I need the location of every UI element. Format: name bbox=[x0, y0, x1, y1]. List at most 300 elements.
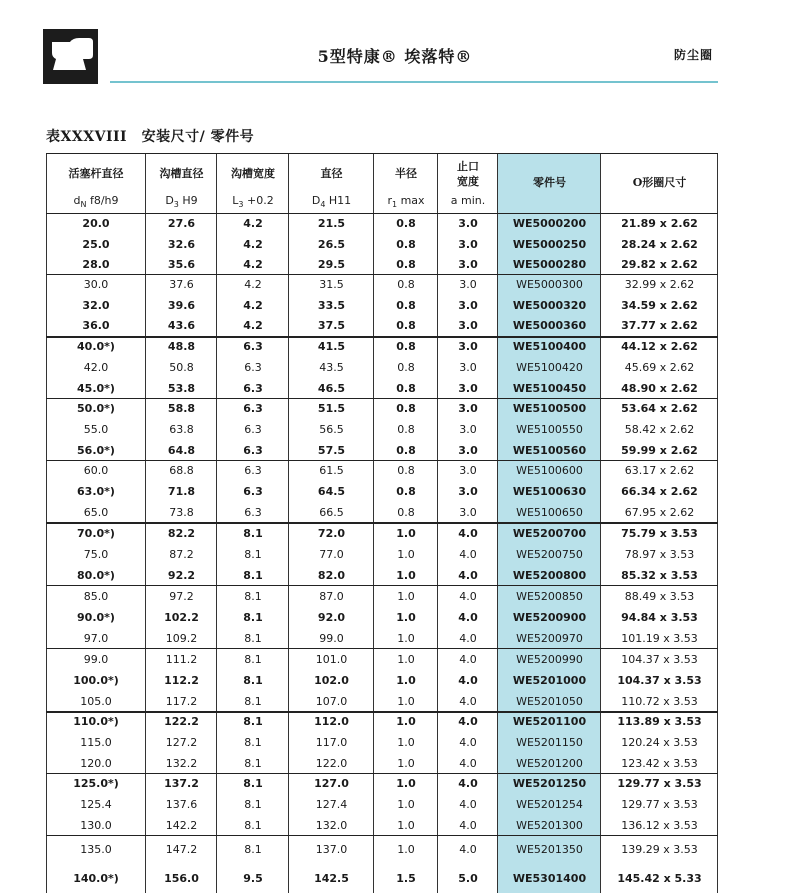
column-unit bbox=[146, 194, 217, 208]
cell-groove-width: 8.1 bbox=[244, 653, 262, 666]
unit-index: 4 bbox=[320, 200, 326, 210]
column-header: O形圈尺寸 bbox=[632, 176, 687, 189]
cell-o-ring-size: 34.59 x 2.62 bbox=[621, 299, 698, 312]
cell-o-ring-size: 44.12 x 2.62 bbox=[621, 340, 698, 353]
cell-o-ring-size: 78.97 x 3.53 bbox=[624, 548, 695, 561]
cell-lip-width: 3.0 bbox=[458, 485, 478, 498]
unit-symbol: L bbox=[232, 194, 239, 207]
column-unit bbox=[289, 194, 374, 208]
cell-part-number: WE5100600 bbox=[516, 464, 583, 477]
cell-o-ring-size: 67.95 x 2.62 bbox=[624, 506, 695, 519]
table-rule bbox=[46, 153, 718, 154]
cell-diameter: 101.0 bbox=[315, 653, 348, 666]
cell-groove-width: 8.1 bbox=[244, 798, 262, 811]
cell-o-ring-size: 104.37 x 3.53 bbox=[621, 653, 698, 666]
cell-radius: 1.0 bbox=[397, 632, 415, 645]
cell-rod-diameter: 100.0*) bbox=[73, 674, 119, 687]
column-unit bbox=[374, 194, 438, 208]
cell-groove-diameter: 71.8 bbox=[167, 485, 196, 498]
cell-rod-diameter: 135.0 bbox=[80, 843, 112, 856]
cell-groove-width: 8.1 bbox=[244, 736, 262, 749]
cell-radius: 1.0 bbox=[397, 695, 415, 708]
unit-text: f8/h9 bbox=[86, 194, 119, 207]
cell-rod-diameter: 99.0 bbox=[83, 653, 109, 666]
cell-rod-diameter: 97.0 bbox=[83, 632, 109, 645]
cell-radius: 1.0 bbox=[396, 527, 416, 540]
cell-o-ring-size: 63.17 x 2.62 bbox=[624, 464, 695, 477]
cell-groove-width: 8.1 bbox=[244, 695, 262, 708]
cell-part-number: WE5100500 bbox=[512, 402, 587, 415]
cell-diameter: 33.5 bbox=[317, 299, 346, 312]
cell-groove-diameter: 87.2 bbox=[169, 548, 194, 561]
cell-radius: 1.5 bbox=[396, 872, 416, 885]
cell-o-ring-size: 66.34 x 2.62 bbox=[621, 485, 698, 498]
cell-radius: 0.8 bbox=[396, 299, 416, 312]
cell-groove-diameter: 122.2 bbox=[164, 715, 199, 728]
cell-lip-width: 3.0 bbox=[459, 278, 477, 291]
cell-groove-diameter: 142.2 bbox=[165, 819, 198, 832]
cell-o-ring-size: 75.79 x 3.53 bbox=[621, 527, 698, 540]
cell-groove-width: 8.1 bbox=[244, 632, 262, 645]
cell-rod-diameter: 28.0 bbox=[82, 258, 110, 271]
cell-radius: 1.0 bbox=[397, 819, 415, 832]
cell-groove-width: 8.1 bbox=[243, 527, 263, 540]
cell-diameter: 77.0 bbox=[319, 548, 344, 561]
cell-rod-diameter: 110.0*) bbox=[73, 715, 119, 728]
cell-lip-width: 3.0 bbox=[458, 258, 478, 271]
cell-radius: 0.8 bbox=[397, 361, 415, 374]
cell-diameter: 64.5 bbox=[317, 485, 346, 498]
cell-part-number: WE5301400 bbox=[512, 872, 587, 885]
cell-o-ring-size: 110.72 x 3.53 bbox=[621, 695, 698, 708]
cell-part-number: WE5200900 bbox=[512, 611, 587, 624]
cell-diameter: 102.0 bbox=[314, 674, 349, 687]
cell-rod-diameter: 32.0 bbox=[82, 299, 110, 312]
cell-o-ring-size: 37.77 x 2.62 bbox=[621, 319, 698, 332]
cell-lip-width: 3.0 bbox=[459, 361, 477, 374]
header-rule bbox=[110, 81, 718, 83]
unit-symbol: r bbox=[387, 194, 392, 207]
cell-lip-width: 3.0 bbox=[458, 340, 478, 353]
cell-lip-width: 3.0 bbox=[458, 238, 478, 251]
unit-symbol: D bbox=[165, 194, 174, 207]
cell-diameter: 56.5 bbox=[319, 423, 344, 436]
cell-groove-diameter: 137.6 bbox=[165, 798, 198, 811]
cell-groove-width: 6.3 bbox=[244, 464, 262, 477]
unit-index: N bbox=[80, 200, 87, 210]
column-header: 沟槽宽度 bbox=[231, 167, 275, 180]
cell-groove-diameter: 132.2 bbox=[165, 757, 198, 770]
cell-rod-diameter: 42.0 bbox=[83, 361, 109, 374]
cell-lip-width: 4.0 bbox=[459, 757, 477, 770]
cell-groove-width: 6.3 bbox=[243, 444, 263, 457]
cell-groove-width: 6.3 bbox=[243, 382, 263, 395]
document-title: 5型特康® 埃落特® bbox=[317, 47, 473, 66]
unit-text: a min. bbox=[450, 194, 486, 207]
cell-part-number: WE5000200 bbox=[512, 217, 587, 230]
cell-radius: 0.8 bbox=[396, 258, 416, 271]
cell-radius: 1.0 bbox=[397, 590, 415, 603]
cell-radius: 0.8 bbox=[397, 423, 415, 436]
cell-o-ring-size: 21.89 x 2.62 bbox=[621, 217, 698, 230]
cell-groove-diameter: 82.2 bbox=[167, 527, 196, 540]
cell-lip-width: 4.0 bbox=[459, 653, 477, 666]
cell-groove-width: 8.1 bbox=[244, 819, 262, 832]
cell-part-number: WE5200850 bbox=[516, 590, 583, 603]
cell-groove-width: 6.3 bbox=[244, 423, 262, 436]
column-unit bbox=[438, 194, 498, 208]
cell-part-number: WE5100450 bbox=[512, 382, 587, 395]
cell-groove-width: 9.5 bbox=[243, 872, 263, 885]
unit-index: 1 bbox=[391, 200, 398, 210]
cell-part-number: WE5100400 bbox=[512, 340, 587, 353]
cell-groove-width: 4.2 bbox=[243, 238, 263, 251]
cell-part-number: WE5201150 bbox=[516, 736, 583, 749]
cell-groove-width: 8.1 bbox=[244, 590, 262, 603]
cell-part-number: WE5100560 bbox=[512, 444, 587, 457]
cell-diameter: 43.5 bbox=[319, 361, 344, 374]
cell-groove-diameter: 137.2 bbox=[164, 777, 199, 790]
cell-o-ring-size: 120.24 x 3.53 bbox=[621, 736, 698, 749]
cell-radius: 1.0 bbox=[396, 611, 416, 624]
cell-part-number: WE5200800 bbox=[512, 569, 587, 582]
cell-groove-diameter: 73.8 bbox=[169, 506, 194, 519]
cell-part-number: WE5201250 bbox=[512, 777, 587, 790]
cell-groove-diameter: 32.6 bbox=[167, 238, 196, 251]
cell-rod-diameter: 70.0*) bbox=[77, 527, 115, 540]
cell-groove-width: 6.3 bbox=[243, 402, 263, 415]
unit-index: 3 bbox=[238, 200, 244, 210]
table-rule bbox=[46, 213, 718, 214]
cell-lip-width: 4.0 bbox=[458, 715, 478, 728]
cell-groove-diameter: 64.8 bbox=[167, 444, 196, 457]
cell-lip-width: 4.0 bbox=[459, 590, 477, 603]
cell-rod-diameter: 80.0*) bbox=[77, 569, 115, 582]
cell-radius: 0.8 bbox=[396, 217, 416, 230]
cell-groove-diameter: 50.8 bbox=[169, 361, 194, 374]
cell-o-ring-size: 32.99 x 2.62 bbox=[624, 278, 695, 291]
cell-o-ring-size: 58.42 x 2.62 bbox=[624, 423, 695, 436]
cell-lip-width: 4.0 bbox=[458, 674, 478, 687]
cell-diameter: 127.4 bbox=[315, 798, 348, 811]
unit-index: 3 bbox=[173, 200, 179, 210]
cell-rod-diameter: 55.0 bbox=[83, 423, 109, 436]
cell-radius: 0.8 bbox=[396, 444, 416, 457]
cell-o-ring-size: 113.89 x 3.53 bbox=[617, 715, 702, 728]
column-header: 零件号 bbox=[533, 176, 566, 189]
cell-o-ring-size: 28.24 x 2.62 bbox=[621, 238, 698, 251]
cell-groove-diameter: 102.2 bbox=[164, 611, 199, 624]
cell-lip-width: 4.0 bbox=[459, 548, 477, 561]
column-unit bbox=[217, 194, 289, 208]
cell-part-number: WE5000280 bbox=[512, 258, 587, 271]
cell-rod-diameter: 115.0 bbox=[80, 736, 112, 749]
cell-groove-diameter: 112.2 bbox=[164, 674, 199, 687]
cell-lip-width: 4.0 bbox=[458, 777, 478, 790]
column-header: 活塞杆直径 bbox=[68, 167, 124, 180]
cell-rod-diameter: 85.0 bbox=[83, 590, 109, 603]
cell-groove-diameter: 68.8 bbox=[169, 464, 194, 477]
table-rule bbox=[46, 336, 718, 338]
cell-radius: 0.8 bbox=[397, 464, 415, 477]
cell-rod-diameter: 90.0*) bbox=[77, 611, 115, 624]
installation-dimensions-table bbox=[46, 153, 718, 893]
cell-radius: 0.8 bbox=[396, 238, 416, 251]
cell-radius: 0.8 bbox=[396, 319, 416, 332]
cell-groove-diameter: 109.2 bbox=[165, 632, 198, 645]
cell-groove-width: 4.2 bbox=[243, 258, 263, 271]
table-rule bbox=[46, 835, 718, 836]
column-header: 直径 bbox=[320, 167, 343, 180]
cell-lip-width: 3.0 bbox=[458, 444, 478, 457]
cell-rod-diameter: 125.4 bbox=[80, 798, 112, 811]
cell-part-number: WE5201050 bbox=[516, 695, 583, 708]
cell-o-ring-size: 45.69 x 2.62 bbox=[624, 361, 695, 374]
cell-radius: 1.0 bbox=[397, 798, 415, 811]
cell-radius: 0.8 bbox=[396, 382, 416, 395]
cell-o-ring-size: 59.99 x 2.62 bbox=[621, 444, 698, 457]
cell-diameter: 61.5 bbox=[319, 464, 344, 477]
cell-groove-diameter: 27.6 bbox=[167, 217, 196, 230]
cell-lip-width: 4.0 bbox=[459, 736, 477, 749]
cell-o-ring-size: 29.82 x 2.62 bbox=[621, 258, 698, 271]
table-rule bbox=[46, 585, 718, 586]
cell-radius: 1.0 bbox=[396, 715, 416, 728]
cell-radius: 0.8 bbox=[396, 485, 416, 498]
unit-symbol: d bbox=[73, 194, 81, 207]
cell-diameter: 57.5 bbox=[317, 444, 346, 457]
cell-part-number: WE5100550 bbox=[516, 423, 583, 436]
cell-diameter: 46.5 bbox=[317, 382, 346, 395]
cell-groove-width: 4.2 bbox=[243, 299, 263, 312]
cell-lip-width: 3.0 bbox=[459, 464, 477, 477]
cell-groove-diameter: 37.6 bbox=[169, 278, 194, 291]
table-title: 表XXXVIII 安装尺寸/ 零件号 bbox=[46, 129, 255, 145]
cell-o-ring-size: 53.64 x 2.62 bbox=[621, 402, 698, 415]
cell-diameter: 66.5 bbox=[319, 506, 344, 519]
cell-groove-diameter: 92.2 bbox=[167, 569, 196, 582]
cell-groove-width: 8.1 bbox=[243, 777, 263, 790]
cell-groove-width: 4.2 bbox=[244, 278, 262, 291]
cell-rod-diameter: 20.0 bbox=[82, 217, 110, 230]
cell-diameter: 87.0 bbox=[319, 590, 344, 603]
cell-part-number: WE5200700 bbox=[512, 527, 587, 540]
cell-o-ring-size: 145.42 x 5.33 bbox=[617, 872, 702, 885]
cell-groove-width: 6.3 bbox=[244, 361, 262, 374]
cell-lip-width: 4.0 bbox=[459, 632, 477, 645]
cell-rod-diameter: 40.0*) bbox=[77, 340, 115, 353]
table-rule bbox=[46, 711, 718, 713]
table-rule bbox=[46, 274, 718, 275]
cell-lip-width: 3.0 bbox=[458, 319, 478, 332]
cell-diameter: 117.0 bbox=[315, 736, 348, 749]
cell-diameter: 137.0 bbox=[315, 843, 348, 856]
cell-o-ring-size: 129.77 x 3.53 bbox=[621, 798, 698, 811]
cell-part-number: WE5200750 bbox=[516, 548, 583, 561]
cell-diameter: 26.5 bbox=[317, 238, 346, 251]
cell-diameter: 29.5 bbox=[317, 258, 346, 271]
table-rule bbox=[46, 398, 718, 399]
cell-part-number: WE5200970 bbox=[516, 632, 583, 645]
cell-radius: 1.0 bbox=[397, 736, 415, 749]
cell-groove-width: 8.1 bbox=[244, 843, 262, 856]
cell-rod-diameter: 130.0 bbox=[80, 819, 112, 832]
cell-rod-diameter: 125.0*) bbox=[73, 777, 119, 790]
cell-groove-diameter: 111.2 bbox=[165, 653, 198, 666]
cell-groove-width: 8.1 bbox=[243, 611, 263, 624]
cell-rod-diameter: 140.0*) bbox=[73, 872, 119, 885]
cell-part-number: WE5201300 bbox=[516, 819, 583, 832]
cell-groove-width: 4.2 bbox=[243, 217, 263, 230]
cell-diameter: 72.0 bbox=[317, 527, 346, 540]
cell-groove-diameter: 63.8 bbox=[169, 423, 194, 436]
cell-o-ring-size: 101.19 x 3.53 bbox=[621, 632, 698, 645]
cell-o-ring-size: 94.84 x 3.53 bbox=[621, 611, 698, 624]
cell-part-number: WE5100650 bbox=[516, 506, 583, 519]
cell-radius: 0.8 bbox=[396, 402, 416, 415]
cell-o-ring-size: 136.12 x 3.53 bbox=[621, 819, 698, 832]
unit-symbol: D bbox=[311, 194, 321, 207]
cell-radius: 1.0 bbox=[397, 548, 415, 561]
cell-groove-width: 8.1 bbox=[243, 569, 263, 582]
column-header: 止口宽度 bbox=[457, 160, 479, 188]
cell-part-number: WE5201100 bbox=[512, 715, 587, 728]
cell-diameter: 82.0 bbox=[317, 569, 346, 582]
cell-part-number: WE5201200 bbox=[516, 757, 583, 770]
cell-diameter: 142.5 bbox=[314, 872, 349, 885]
cell-part-number: WE5000300 bbox=[516, 278, 583, 291]
section-label: 防尘圈 bbox=[674, 48, 714, 62]
cell-diameter: 92.0 bbox=[317, 611, 346, 624]
cell-o-ring-size: 123.42 x 3.53 bbox=[621, 757, 698, 770]
cell-diameter: 122.0 bbox=[315, 757, 348, 770]
table-rule bbox=[46, 648, 718, 649]
cell-radius: 1.0 bbox=[397, 843, 415, 856]
table-rule bbox=[46, 522, 718, 524]
table-rule bbox=[46, 773, 718, 774]
cell-o-ring-size: 85.32 x 3.53 bbox=[621, 569, 698, 582]
cell-rod-diameter: 36.0 bbox=[82, 319, 110, 332]
cell-o-ring-size: 129.77 x 3.53 bbox=[617, 777, 702, 790]
cell-lip-width: 3.0 bbox=[458, 217, 478, 230]
cell-rod-diameter: 105.0 bbox=[80, 695, 112, 708]
cell-rod-diameter: 45.0*) bbox=[77, 382, 115, 395]
cell-part-number: WE5000250 bbox=[512, 238, 587, 251]
cell-groove-diameter: 147.2 bbox=[165, 843, 198, 856]
cell-radius: 1.0 bbox=[397, 653, 415, 666]
cell-diameter: 107.0 bbox=[315, 695, 348, 708]
cell-diameter: 21.5 bbox=[317, 217, 346, 230]
cell-groove-width: 6.3 bbox=[244, 506, 262, 519]
unit-text: H9 bbox=[178, 194, 198, 207]
cell-rod-diameter: 25.0 bbox=[82, 238, 110, 251]
table-rule bbox=[46, 460, 718, 461]
cell-rod-diameter: 120.0 bbox=[80, 757, 112, 770]
cell-groove-diameter: 48.8 bbox=[167, 340, 196, 353]
cell-groove-diameter: 127.2 bbox=[165, 736, 198, 749]
cell-lip-width: 3.0 bbox=[458, 299, 478, 312]
cell-groove-width: 8.1 bbox=[244, 757, 262, 770]
column-unit bbox=[46, 194, 146, 208]
cell-lip-width: 4.0 bbox=[459, 843, 477, 856]
cell-rod-diameter: 30.0 bbox=[83, 278, 109, 291]
cell-part-number: WE5201000 bbox=[512, 674, 587, 687]
cell-o-ring-size: 139.29 x 3.53 bbox=[621, 843, 698, 856]
cell-rod-diameter: 65.0 bbox=[83, 506, 109, 519]
unit-text: +0.2 bbox=[243, 194, 274, 207]
cell-rod-diameter: 50.0*) bbox=[77, 402, 115, 415]
cell-part-number: WE5200990 bbox=[516, 653, 583, 666]
cell-groove-width: 8.1 bbox=[243, 715, 263, 728]
cell-part-number: WE5201350 bbox=[516, 843, 583, 856]
cell-radius: 0.8 bbox=[396, 340, 416, 353]
cell-diameter: 37.5 bbox=[317, 319, 346, 332]
cell-lip-width: 3.0 bbox=[458, 402, 478, 415]
cell-radius: 0.8 bbox=[397, 506, 415, 519]
cell-diameter: 41.5 bbox=[317, 340, 346, 353]
cell-o-ring-size: 48.90 x 2.62 bbox=[621, 382, 698, 395]
cell-radius: 1.0 bbox=[396, 674, 416, 687]
cell-part-number: WE5100630 bbox=[512, 485, 587, 498]
cell-rod-diameter: 75.0 bbox=[83, 548, 109, 561]
cell-part-number: WE5100420 bbox=[516, 361, 583, 374]
cell-o-ring-size: 104.37 x 3.53 bbox=[617, 674, 702, 687]
cell-groove-diameter: 117.2 bbox=[165, 695, 198, 708]
cell-lip-width: 3.0 bbox=[459, 423, 477, 436]
cell-groove-diameter: 97.2 bbox=[169, 590, 194, 603]
cell-lip-width: 4.0 bbox=[458, 527, 478, 540]
cell-diameter: 31.5 bbox=[319, 278, 344, 291]
cell-lip-width: 4.0 bbox=[459, 819, 477, 832]
cell-lip-width: 4.0 bbox=[458, 611, 478, 624]
cell-radius: 1.0 bbox=[397, 757, 415, 770]
cell-lip-width: 4.0 bbox=[459, 695, 477, 708]
cell-lip-width: 3.0 bbox=[458, 382, 478, 395]
cell-o-ring-size: 88.49 x 3.53 bbox=[624, 590, 695, 603]
cell-groove-width: 6.3 bbox=[243, 485, 263, 498]
column-header: 半径 bbox=[395, 167, 417, 180]
cell-radius: 1.0 bbox=[396, 777, 416, 790]
cell-lip-width: 4.0 bbox=[459, 798, 477, 811]
cell-diameter: 51.5 bbox=[317, 402, 346, 415]
cell-groove-width: 8.1 bbox=[243, 674, 263, 687]
cell-part-number: WE5000320 bbox=[512, 299, 587, 312]
cell-rod-diameter: 60.0 bbox=[83, 464, 109, 477]
cell-lip-width: 5.0 bbox=[458, 872, 478, 885]
cell-groove-width: 4.2 bbox=[243, 319, 263, 332]
cell-radius: 0.8 bbox=[397, 278, 415, 291]
cell-part-number: WE5000360 bbox=[512, 319, 587, 332]
cell-groove-diameter: 53.8 bbox=[167, 382, 196, 395]
cell-lip-width: 3.0 bbox=[459, 506, 477, 519]
cell-groove-width: 6.3 bbox=[243, 340, 263, 353]
cell-radius: 1.0 bbox=[396, 569, 416, 582]
cell-lip-width: 4.0 bbox=[458, 569, 478, 582]
cell-groove-diameter: 39.6 bbox=[167, 299, 196, 312]
cell-groove-diameter: 156.0 bbox=[164, 872, 199, 885]
column-header: 沟槽直径 bbox=[159, 167, 204, 180]
cell-groove-diameter: 35.6 bbox=[167, 258, 196, 271]
unit-text: max bbox=[397, 194, 425, 207]
cell-diameter: 132.0 bbox=[315, 819, 348, 832]
cell-diameter: 112.0 bbox=[314, 715, 349, 728]
cell-groove-diameter: 58.8 bbox=[167, 402, 196, 415]
cell-rod-diameter: 56.0*) bbox=[77, 444, 115, 457]
cell-groove-width: 8.1 bbox=[244, 548, 262, 561]
cell-rod-diameter: 63.0*) bbox=[77, 485, 115, 498]
cell-groove-diameter: 43.6 bbox=[167, 319, 196, 332]
cell-part-number: WE5201254 bbox=[516, 798, 583, 811]
